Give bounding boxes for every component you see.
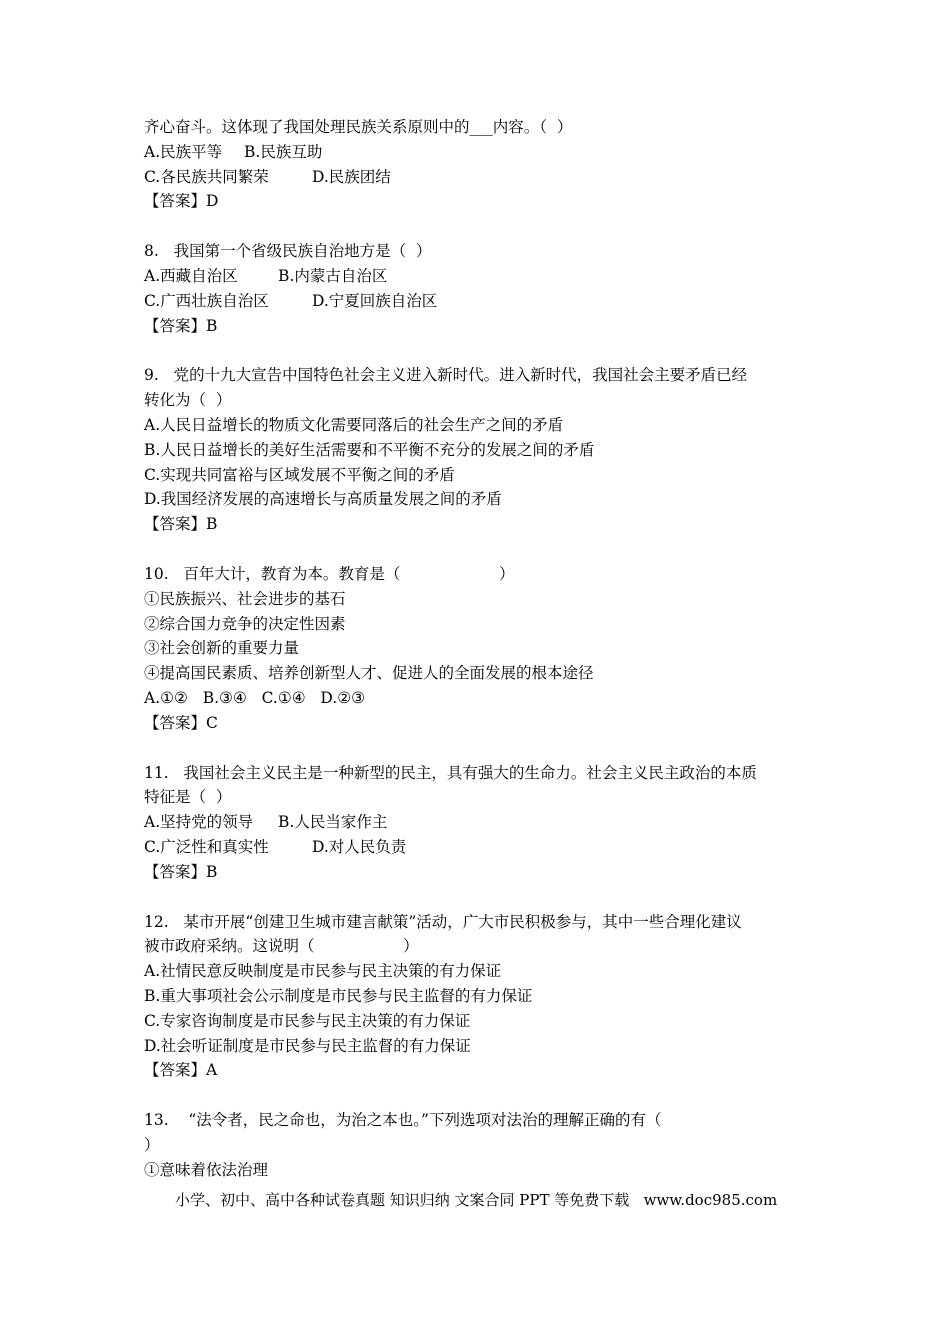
q10-item-4: ④提高国民素质、培养创新型人才、促进人的全面发展的根本途径: [144, 664, 594, 683]
q12-option-a: A.社情民意反映制度是市民参与民主决策的有力保证: [144, 962, 502, 981]
q11-option-d: D.对人民负责: [312, 837, 407, 856]
q12-option-c: C.专家咨询制度是市民参与民主决策的有力保证: [144, 1011, 471, 1030]
q11-answer: 【答案】B: [144, 862, 218, 881]
q8-option-d: D.宁夏回族自治区: [312, 291, 438, 310]
q9-option-b: B.人民日益增长的美好生活需要和不平衡不充分的发展之间的矛盾: [144, 440, 595, 459]
q11-stem-line2: 特征是（ ）: [144, 788, 232, 807]
q12-stem-line1: 12. 某市开展“创建卫生城市建言献策”活动，广大市民积极参与，其中一些合理化建议: [144, 912, 742, 931]
q7-options-row1: [144, 140, 824, 165]
q11-options-row2: [144, 835, 824, 860]
q9-option-d: D.我国经济发展的高速增长与高质量发展之间的矛盾: [144, 490, 502, 509]
q12-option-b: B.重大事项社会公示制度是市民参与民主监督的有力保证: [144, 986, 533, 1005]
q9-stem-line2: 转化为（ ）: [144, 391, 232, 410]
q11-options-row1: [144, 810, 824, 835]
q7-stem: 齐心奋斗。这体现了我国处理民族关系原则中的___内容。（ ）: [144, 118, 573, 136]
q10-item-3: ③社会创新的重要力量: [144, 639, 300, 658]
q10-options: A.①② B.③④ C.①④ D.②③: [144, 688, 365, 707]
q9-option-a: A.人民日益增长的物质文化需要同落后的社会生产之间的矛盾: [144, 415, 564, 434]
q9-answer: 【答案】B: [144, 515, 218, 534]
q12-stem-line2: 被市政府采纳。这说明（ ）: [144, 937, 419, 956]
page-footer: 小学、初中、高中各种试卷真题 知识归纳 文案合同 PPT 等免费下载 www.doc985.com: [175, 1191, 778, 1209]
q8-stem: 8. 我国第一个省级民族自治地方是（ ）: [144, 242, 432, 261]
q7-option-b: B.民族互助: [244, 142, 323, 161]
q7-option-d: D.民族团结: [312, 167, 391, 186]
q7-option-c: C.各民族共同繁荣: [144, 167, 269, 186]
q7-options-row2: [144, 165, 824, 190]
q9-stem-line1: 9. 党的十九大宣告中国特色社会主义进入新时代。进入新时代，我国社会主要矛盾已经: [144, 366, 748, 385]
q7-answer: 【答案】D: [144, 192, 219, 211]
q12-answer: 【答案】A: [144, 1061, 218, 1080]
q8-option-c: C.广西壮族自治区: [144, 291, 269, 310]
q13-item-1: ①意味着依法治理: [144, 1160, 269, 1179]
q10-item-2: ②综合国力竞争的决定性因素: [144, 614, 346, 633]
q8-option-a: A.西藏自治区: [144, 266, 238, 285]
q10-item-1: ①民族振兴、社会进步的基石: [144, 589, 346, 608]
q10-stem: 10. 百年大计，教育为本。教育是（ ）: [144, 564, 515, 583]
q7-option-a: A.民族平等: [144, 142, 223, 161]
q11-option-b: B.人民当家作主: [278, 813, 388, 832]
q12-option-d: D.社会听证制度是市民参与民主监督的有力保证: [144, 1036, 471, 1055]
q8-answer: 【答案】B: [144, 316, 218, 335]
q8-option-b: B.内蒙古自治区: [278, 266, 388, 285]
q10-answer: 【答案】C: [144, 713, 218, 732]
q13-stem-line1: 13. “法令者，民之命也，为治之本也。”下列选项对法治的理解正确的有（: [144, 1111, 662, 1130]
q11-option-c: C.广泛性和真实性: [144, 837, 269, 856]
q8-options-row2: [144, 289, 824, 314]
q11-stem-line1: 11. 我国社会主义民主是一种新型的民主，具有强大的生命力。社会主义民主政治的本质: [144, 763, 757, 782]
q11-option-a: A.坚持党的领导: [144, 813, 254, 832]
q8-options-row1: [144, 264, 824, 289]
question-content: [144, 115, 824, 1182]
q13-stem-line2: ）: [144, 1135, 160, 1154]
q9-option-c: C.实现共同富裕与区域发展不平衡之间的矛盾: [144, 465, 455, 484]
